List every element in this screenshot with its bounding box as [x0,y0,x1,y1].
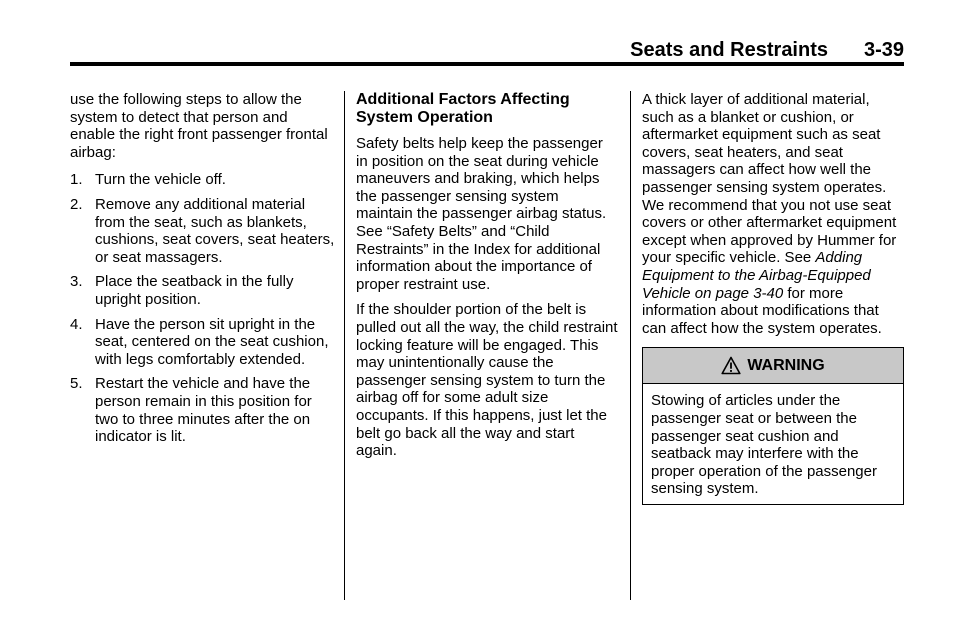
column-divider-2 [630,91,631,600]
page-number: 3-39 [863,39,904,61]
list-item [70,375,335,445]
warning-box [642,347,904,505]
step-number: 5. [70,375,83,393]
step-number: 2. [70,195,83,213]
section-heading: Additional Factors Affecting System Operation [356,91,570,126]
step-text: Remove any additional material from the seat, such as blankets, cushions, seat covers, seat heaters, or seat massagers. [95,195,335,266]
column-3 [642,91,904,505]
header-rule [70,62,904,66]
paragraph-text-end: for more information about modifications that can affect how the system operates. [642,284,882,337]
step-text: Have the person sit upright in the seat, centered on the seat cushion, with legs comfortably extended. [95,315,329,368]
intro-paragraph: use the following steps to allow the system to detect that person and enable the right front passenger frontal airbag: [70,91,328,161]
cross-reference-link[interactable]: Adding Equipment to the Airbag-Equipped Vehicle on page 3-40 [642,249,871,302]
column-divider-1 [344,91,345,600]
warning-icon [721,356,741,375]
paragraph-shoulder-belt: If the shoulder portion of the belt is pulled out all the way, the child restraint locking feature will be engaged. This may unintentionally cause the passenger sensing system to turn the airbag off for some adult size occupants. If this happens, just let the belt go back all the way and start again. [356,301,618,460]
list-item [70,273,335,308]
warning-text: Stowing of articles under the passenger seat or between the passenger seat cushion and seatback may interfere with the proper operation of the passenger sensing system. [651,392,877,498]
warning-header [643,348,903,384]
step-text: Restart the vehicle and have the person remain in this position for two to three minutes after the on indicator is lit. [95,375,312,446]
step-number: 3. [70,273,83,291]
step-text: Place the seatback in the fully upright position. [95,273,294,308]
list-item [70,316,335,369]
paragraph-text-start: A thick layer of additional material, such as a blanket or cushion, or aftermarket equipment such as seat covers, seat heaters, and seat massagers can affect how well the passenger sensing system operates. We recommend that you not use seat covers or other aftermarket equipment except when approved by Hummer for your specific vehicle. See [642,91,897,267]
column-2 [356,91,618,468]
steps-list [70,171,335,445]
list-item [70,196,335,266]
step-number: 1. [70,171,83,189]
step-number: 4. [70,315,83,333]
step-text: Turn the vehicle off. [95,171,226,189]
column-1 [70,91,335,453]
list-item [70,171,335,189]
paragraph-safety-belts: Safety belts help keep the passenger in position on the seat during vehicle maneuvers and braking, which helps the passenger sensing system maintain the passenger airbag status. See “Safety Belts” and “Child Restraints” in the Index for additional information about the importance of proper restraint use. [356,135,607,293]
warning-title: WARNING [747,357,825,375]
paragraph-additional-material [642,91,904,337]
page-header [70,38,904,62]
section-title: Seats and Restraints [630,39,828,61]
